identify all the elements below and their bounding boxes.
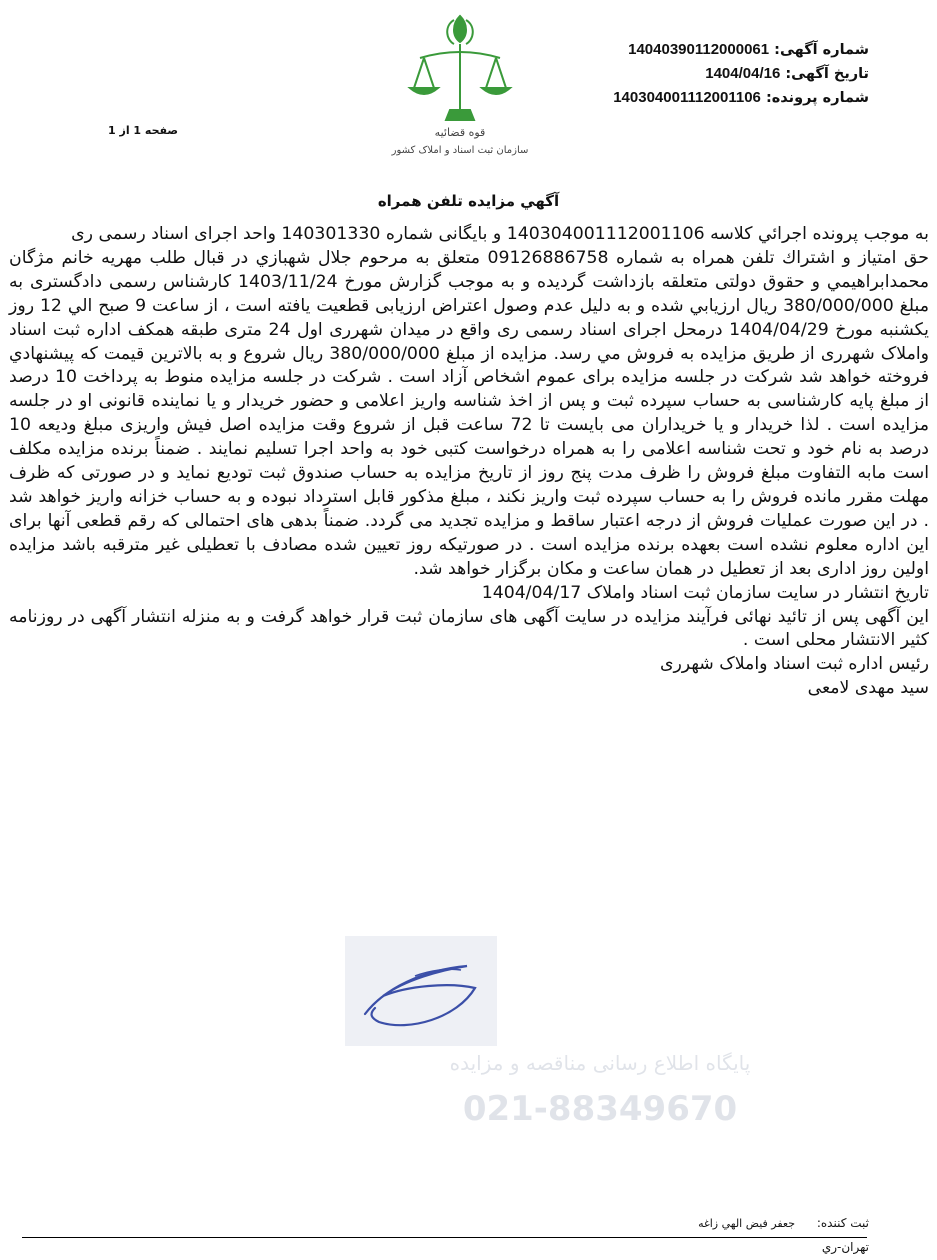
emblem-caption-2: سازمان ثبت اسناد و املاک کشور — [391, 145, 529, 156]
notice-date: 1404/04/16 — [705, 65, 781, 82]
footer-divider — [22, 1237, 867, 1238]
file-number-row — [613, 86, 869, 110]
notice-number: 14040390112000061 — [628, 41, 770, 58]
watermark-line-1: پایگاه اطلاع رسانی مناقصه و مزایده — [449, 1051, 751, 1075]
notice-date-label: تاریخ آگهی: — [785, 66, 869, 82]
signature-icon — [345, 936, 497, 1046]
notice-metadata — [613, 38, 869, 110]
footer-registrar — [698, 1216, 869, 1230]
judiciary-emblem — [380, 8, 540, 158]
file-number-label: شماره پرونده: — [765, 90, 869, 106]
body-publish-date: تاریخ انتشار در سایت سازمان ثبت اسناد واملاک 1404/04/17 — [481, 582, 929, 603]
notice-number-label: شماره آگهی: — [774, 42, 869, 58]
body-signer-title: رئیس اداره ثبت اسناد واملاک شهرری — [659, 654, 929, 675]
footer-location: تهران-ري — [821, 1240, 869, 1254]
document-title: آگهي مزايده تلفن همراه — [377, 192, 560, 210]
scales-of-justice-icon — [380, 8, 540, 158]
emblem-caption-1: قوه قضائیه — [434, 126, 486, 139]
registrar-name: جعفر فيض الهي زاغه — [698, 1217, 796, 1230]
file-number: 140304001112001106 — [613, 89, 761, 106]
signature-image — [345, 936, 497, 1046]
body-paragraph-main: حق امتیاز و اشتراك تلفن همراه به شماره 09126886758 متعلق به مرحوم جلال شهبازي در قبال طلب مهریه خانم مژگان محمدابراهیمي و حقوق دولتی متعلقه بازداشت گردیده و به موجب گزارش مورخ 1403/11/24 کارشناس رسمی دادگستری به مبلغ 380/000/000 ریال ارزیابي شده و به دلیل عدم وصول اعتراض ارزیابی قطعیت یافته است ، از ساعت 9 صبح الي 12 روز يكشنبه مورخ 1404/04/29 درمحل اجرای اسناد رسمی ری واقع در میدان شهرری اول 24 متری طبقه همکف اداره ثبت اسناد واملاک شهرری از طریق مزایده به فروش مي رسد. مزایده از مبلغ 380/000/000 ریال شروع و به بالاترین قیمت که پیشنهادي فروخته خواهد شد شرکت در جلسه مزایده برای عموم اشخاص آزاد است . شرکت در جلسه مزایده منوط به پرداخت 10 درصد از مبلغ پایه کارشناسی به حساب سپرده ثبت و پس از اخذ شناسه واریز اعلامی و حضور خریدار و یا نماینده قانونی او در جلسه مزایده است . لذا خریدار و یا خریداران می بایست تا 72 ساعت قبل از شروع وقت مزایده اصل فیش واریزی مبلغ ودیعه 10 درصد به نام خود و تحت شناسه اعلامی را به همراه درخواست کتبی خود به واحد اجرا تسلیم نمایند . ضمناً برنده مزایده مکلف است مابه التفاوت مبلغ فروش را ظرف مدت پنج روز از تاریخ مزایده به حساب صندوق ثبت تودیع نماید و در صورتی که ظرف مهلت مقرر مانده فروش را به حساب سپرده ثبت واریز نکند ، مبلغ مذکور قابل استرداد نبوده و به حساب خزانه واریز خواهد شد . در این صورت عملیات فروش از درجه اعتبار ساقط و مزایده تجدید می گردد. ضمناً بدهی های احتمالی که رقم قطعی آنها برای این اداره معلوم نشده است بعهده برنده مزایده است . در صورتیکه روز تعیین شده مصادف با تعطیلی غیر مترقبه باشد مزایده اولین روز اداری بعد از تعطیل در همان ساعت و مکان برگزار خواهد شد. — [9, 247, 930, 579]
page-indicator: صفحه 1 از 1 — [108, 124, 179, 137]
watermark-line-2: 021-88349670 — [462, 1089, 738, 1129]
body-paragraph-case: به موجب پرونده اجرائي كلاسه 140304001112001106 و بایگانی شماره 140301330 واحد اجرای اسناد رسمی ری — [71, 224, 929, 244]
notice-number-row — [613, 38, 869, 62]
registrar-label: ثبت کننده: — [816, 1216, 869, 1230]
notice-body — [9, 223, 929, 701]
notice-date-row — [613, 62, 869, 86]
body-signer-name: سید مهدی لامعی — [807, 678, 929, 699]
body-paragraph-site: این آگهی پس از تائید نهائی فرآیند مزایده در سایت آگهی های سازمان ثبت قرار خواهد گرفت و به منزله انتشار آگهی در روزنامه کثیر الانتشار محلی است . — [9, 606, 929, 651]
